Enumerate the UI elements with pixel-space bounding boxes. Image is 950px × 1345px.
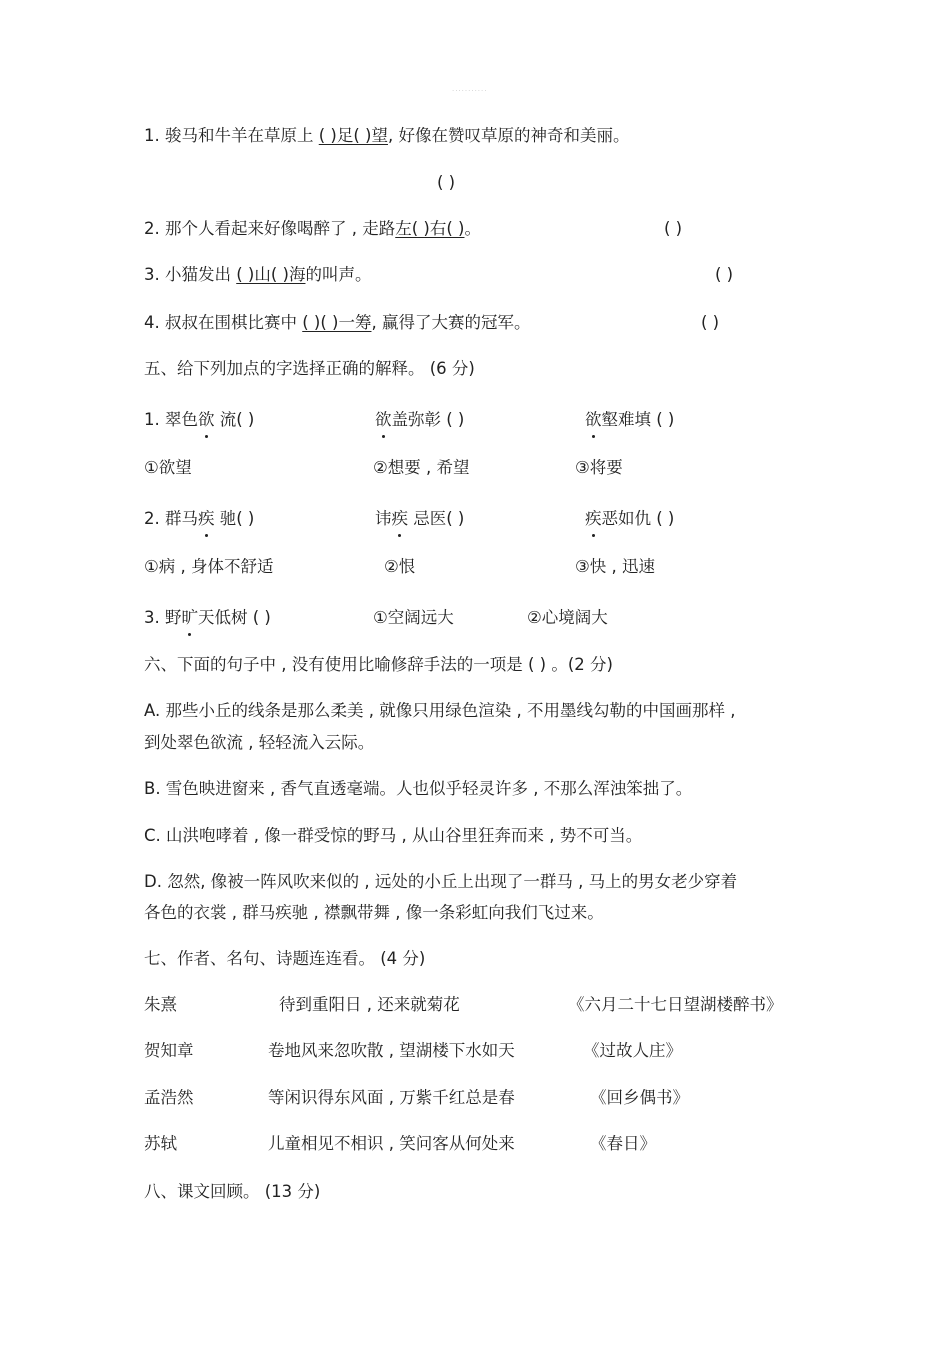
q7-line-4[interactable]: 儿童相见不相识 , 笑问客从何处来	[268, 1134, 515, 1153]
q4-item-4-blank[interactable]: ( )( )一筹	[302, 313, 372, 332]
q5-g3-item-post: 天低树 ( )	[198, 608, 271, 627]
q6-option-b[interactable]: B. 雪色映进窗来 , 香气直透毫端。人也似乎轻灵许多 , 不那么浑浊笨拙了。	[144, 779, 693, 798]
q6-option-d-cont: 各色的衣裳 , 群马疾驰 , 襟飘带舞 , 像一条彩虹向我们飞过来。	[144, 903, 604, 922]
q4-item-3-rest: 的叫声。	[305, 265, 372, 284]
q5-g1-option-3: ③将要	[575, 458, 623, 477]
q4-item-3-text: 3. 小猫发出	[144, 265, 237, 284]
dotted-char: 欲	[198, 410, 215, 429]
q7-line-3[interactable]: 等闲识得东风面 , 万紫千红总是春	[268, 1088, 515, 1107]
dotted-char: 欲	[585, 410, 602, 429]
q5-g3-option-1: ①空阔远大	[373, 608, 454, 627]
q7-poem-title-1[interactable]: 《六月二十七日望湖楼醉书》	[568, 995, 783, 1014]
dotted-char: 疾	[391, 509, 408, 528]
q4-item-2-answer-blank[interactable]: ( )	[664, 219, 683, 238]
q4-item-2-text: 2. 那个人看起来好像喝醉了 , 走路	[144, 219, 396, 238]
q4-item-1	[144, 125, 629, 147]
q4-item-2-rest: 。	[464, 219, 481, 238]
q7-poem-title-2[interactable]: 《过故人庄》	[583, 1041, 682, 1060]
dotted-char: 疾	[585, 509, 602, 528]
q5-g2-item-3-post: 恶如仇 ( )	[601, 509, 675, 528]
q5-g1-item-1-pre: 1. 翠色	[144, 410, 198, 429]
dotted-char: 疾	[198, 509, 215, 528]
q7-author-1[interactable]: 朱熹	[144, 995, 177, 1014]
q5-g2-item-2-pre: 讳	[375, 509, 392, 528]
q7-line-2[interactable]: 卷地风来忽吹散 , 望湖楼下水如天	[268, 1041, 515, 1060]
q6-option-c[interactable]: C. 山洪咆哮着 , 像一群受惊的野马 , 从山谷里狂奔而来 , 势不可当。	[144, 826, 643, 845]
q5-g3-option-2: ②心境阔大	[527, 608, 608, 627]
q5-g2-item-1-post: 驰( )	[214, 509, 255, 528]
dotted-char: 旷	[181, 608, 198, 627]
q4-item-2	[144, 218, 481, 240]
q7-author-3[interactable]: 孟浩然	[144, 1088, 194, 1107]
q4-item-1-answer-blank[interactable]: ( )	[437, 173, 456, 192]
q5-g2-item-2-post: 忌医( )	[408, 509, 465, 528]
q4-item-1-blank[interactable]: ( )足( )望	[318, 126, 388, 145]
q5-g1-item-2-post: 盖弥彰 ( )	[391, 410, 465, 429]
q6-title: 六、下面的句子中 , 没有使用比喻修辞手法的一项是 ( ) 。(2 分)	[144, 655, 613, 674]
q7-author-4[interactable]: 苏轼	[144, 1134, 177, 1153]
q5-g2-item-2[interactable]	[375, 508, 464, 530]
q4-item-3-answer-blank[interactable]: ( )	[715, 265, 734, 284]
q4-item-3	[144, 264, 371, 286]
dotted-char: 欲	[375, 410, 392, 429]
q4-item-4	[144, 312, 530, 334]
q5-g1-item-3[interactable]	[585, 409, 674, 431]
q5-g2-option-1: ①病 , 身体不舒适	[144, 557, 274, 576]
q6-option-a[interactable]: A. 那些小丘的线条是那么柔美 , 就像只用绿色渲染 , 不用墨线勾勒的中国画那样 ,	[144, 701, 736, 720]
q7-line-1[interactable]: 待到重阳日 , 还来就菊花	[279, 995, 460, 1014]
q4-item-1-rest: , 好像在赞叹草原的神奇和美丽。	[387, 126, 630, 145]
q5-g1-item-2[interactable]	[375, 409, 464, 431]
q8-title: 八、课文回顾。 (13 分)	[144, 1182, 321, 1201]
q4-item-1-text: 1. 骏马和牛羊在草原上	[144, 126, 319, 145]
q5-g2-item-1-pre: 2. 群马	[144, 509, 198, 528]
header-mark: ...........	[452, 85, 488, 93]
q5-g3-item[interactable]	[144, 607, 271, 629]
q6-option-a-cont: 到处翠色欲流 , 轻轻流入云际。	[144, 733, 375, 752]
q5-g3-item-pre: 3. 野	[144, 608, 182, 627]
q5-g1-option-1: ①欲望	[144, 458, 192, 477]
q4-item-4-rest: , 赢得了大赛的冠军。	[371, 313, 531, 332]
q7-poem-title-3[interactable]: 《回乡偶书》	[590, 1088, 689, 1107]
q4-item-3-blank[interactable]: ( )山( )海	[236, 265, 306, 284]
q6-option-d[interactable]: D. 忽然, 像被一阵风吹来似的 , 远处的小丘上出现了一群马 , 马上的男女老少穿着	[144, 872, 738, 891]
q5-g1-item-3-post: 壑难填 ( )	[601, 410, 675, 429]
q5-g2-item-3[interactable]	[585, 508, 674, 530]
q4-item-4-text: 4. 叔叔在围棋比赛中	[144, 313, 303, 332]
q7-author-2[interactable]: 贺知章	[144, 1041, 194, 1060]
q5-g1-item-1-post: 流( )	[214, 410, 255, 429]
q5-g2-option-2: ②恨	[384, 557, 416, 576]
q5-g2-option-3: ③快 , 迅速	[575, 557, 656, 576]
q7-poem-title-4[interactable]: 《春日》	[590, 1134, 656, 1153]
q7-title: 七、作者、名句、诗题连连看。 (4 分)	[144, 949, 426, 968]
q5-title: 五、给下列加点的字选择正确的解释。 (6 分)	[144, 359, 475, 378]
q4-item-2-blank[interactable]: 左( )右( )	[395, 219, 465, 238]
q5-g1-option-2: ②想要 , 希望	[373, 458, 470, 477]
q5-g2-item-1[interactable]	[144, 508, 254, 530]
q4-item-4-answer-blank[interactable]: ( )	[701, 313, 720, 332]
q5-g1-item-1[interactable]	[144, 409, 254, 431]
